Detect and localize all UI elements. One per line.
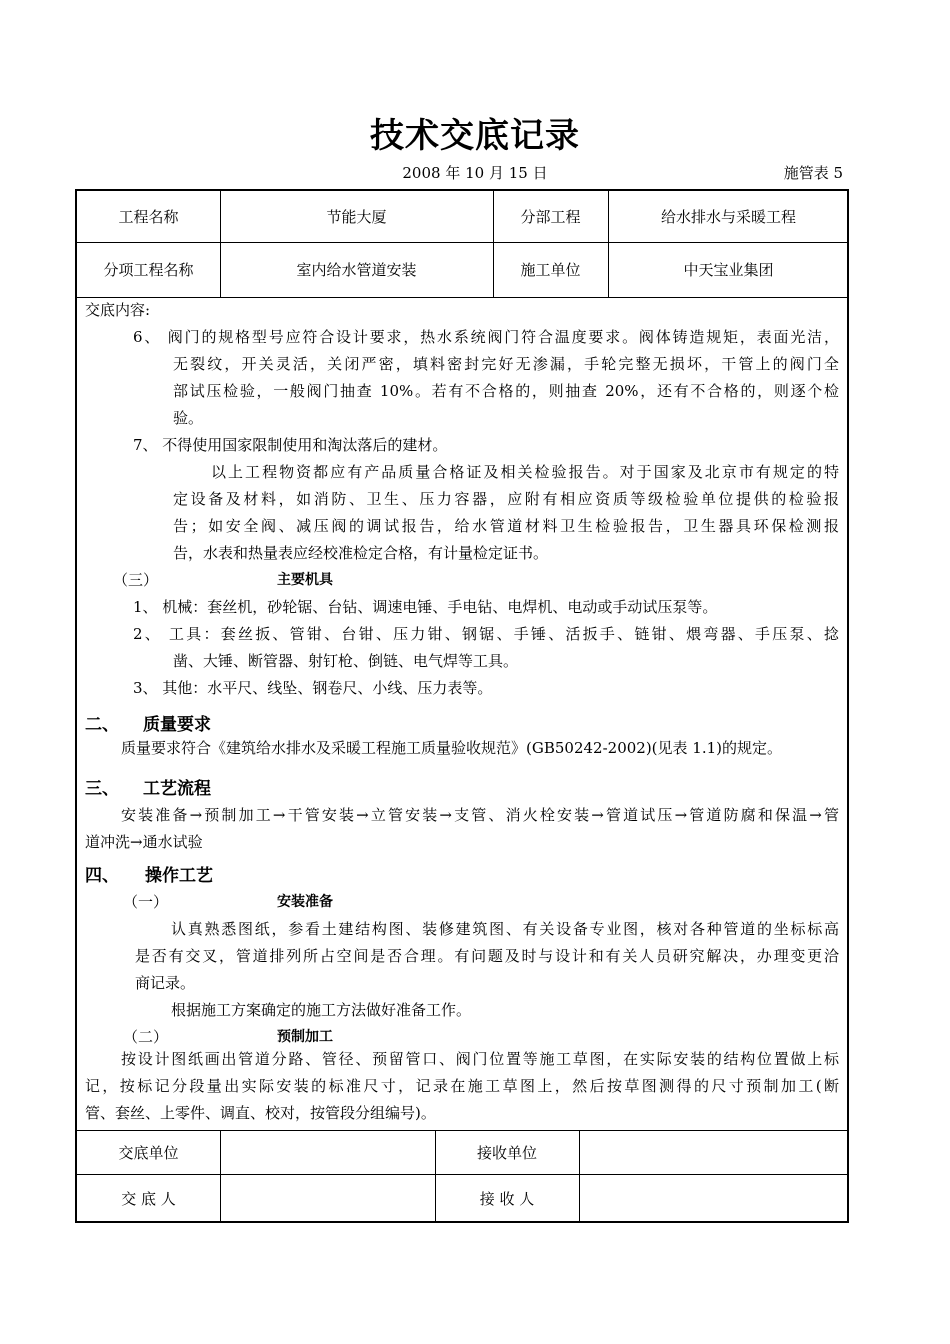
divider <box>77 297 847 298</box>
quality-section-title: 质量要求 <box>143 715 211 735</box>
item-6-line-4: 验。 <box>173 409 204 427</box>
operation-section-number: 四、 <box>85 866 119 886</box>
prep-text-line-2: 是否有交叉，管道排列所占空间是否合理。有问题及时与设计和有关人员研究解决，办理变更洽 <box>135 947 839 965</box>
cert-para-line-2: 定设备及材料，如消防、卫生、压力容器，应附有相应资质等级检验单位提供的检验报 <box>173 490 839 508</box>
project-name-value: 节能大厦 <box>326 208 387 226</box>
receiver-unit-field[interactable] <box>579 1130 849 1174</box>
quality-section-number: 二、 <box>85 715 119 735</box>
prep-text-line-1: 认真熟悉图纸，参看土建结构图、装修建筑图、有关设备专业图，核对各种管道的坐标标高 <box>171 920 839 938</box>
prep-number: （一） <box>123 893 169 911</box>
quality-text: 质量要求符合《建筑给水排水及采暖工程施工质量验收规范》(GB50242-2002)(见表 1.1)的规定。 <box>121 739 782 757</box>
prep-text-line-3: 商记录。 <box>135 974 196 992</box>
prefab-text-line-1: 按设计图纸画出管道分路、管径、预留管口、阀门位置等施工草图，在实际安装的结构位置做上标 <box>121 1050 839 1068</box>
prefab-title: 预制加工 <box>277 1029 333 1045</box>
prep-title: 安装准备 <box>277 894 333 910</box>
issuer-unit-label: 交底单位 <box>118 1143 179 1162</box>
flow-section-title: 工艺流程 <box>143 779 211 799</box>
receiver-field[interactable] <box>579 1174 849 1223</box>
prefab-text-line-3: 管、套丝、上零件、调直、校对，按管段分组编号)。 <box>85 1104 436 1122</box>
tools-line-2: 2、 工具：套丝扳、管钳、台钳、压力钳、钢锯、手锤、活扳手、链钳、煨弯器、手压泵、捻 <box>133 625 839 643</box>
flow-text-line-1: 安装准备→预制加工→干管安装→立管安装→支管、消火栓安装→管道试压→管道防腐和保温→管 <box>121 806 839 824</box>
subitem-value: 室内给水管道安装 <box>296 261 417 279</box>
document-date: 2008 年 10 月 15 日 <box>402 164 548 182</box>
form-number: 施管表 5 <box>783 164 843 182</box>
project-name-label: 工程名称 <box>118 208 179 226</box>
item-6-line-2: 无裂纹，开关灵活，关闭严密，填料密封完好无渗漏，手轮完整无损坏，干管上的阀门全 <box>173 355 839 373</box>
item-6-line-3: 部试压检验，一般阀门抽查 10%。若有不合格的，则抽查 20%，还有不合格的，则逐个检 <box>173 382 839 400</box>
cert-para-line-4: 告，水表和热量表应经校准检定合格，有计量检定证书。 <box>173 544 549 562</box>
section-3-title: 主要机具 <box>277 572 333 588</box>
prefab-number: （二） <box>123 1028 169 1046</box>
flow-text-line-2: 道冲洗→通水试验 <box>85 833 203 851</box>
operation-section-title: 操作工艺 <box>145 866 213 886</box>
cert-para-line-3: 告；如安全阀、减压阀的调试报告，给水管道材料卫生检验报告，卫生器具环保检测报 <box>173 517 839 535</box>
flow-section-number: 三、 <box>85 779 119 799</box>
tools-line-1: 1、 机械：套丝机，砂轮锯、台钻、调速电锤、手电钻、电焊机、电动或手动试压泵等。 <box>133 598 718 616</box>
section-3-number: （三） <box>113 571 159 589</box>
record-form <box>75 189 849 1223</box>
division-value: 给水排水与采暖工程 <box>660 208 796 226</box>
cert-para-line-1: 以上工程物资都应有产品质量合格证及相关检验报告。对于国家及北京市有规定的特 <box>211 463 839 481</box>
contractor-value: 中天宝业集团 <box>683 261 774 279</box>
subitem-label: 分项工程名称 <box>103 261 194 279</box>
receiver-unit-label: 接收单位 <box>476 1143 537 1162</box>
issuer-field[interactable] <box>220 1174 435 1223</box>
issuer-unit-field[interactable] <box>220 1130 435 1174</box>
content-intro: 交底内容: <box>85 301 151 319</box>
disclosure-content <box>85 299 839 1127</box>
receiver-label: 接 收 人 <box>479 1190 535 1208</box>
issuer-label: 交 底 人 <box>121 1190 176 1208</box>
item-7: 7、 不得使用国家限制使用和淘汰落后的建材。 <box>133 436 448 454</box>
contractor-label: 施工单位 <box>520 261 581 279</box>
division-label: 分部工程 <box>520 208 581 226</box>
tools-line-4: 3、 其他：水平尺、线坠、钢卷尺、小线、压力表等。 <box>133 679 493 697</box>
document-title: 技术交底记录 <box>370 116 580 156</box>
item-6-line-1: 6、 阀门的规格型号应符合设计要求，热水系统阀门符合温度要求。阀体铸造规矩，表面光洁， <box>133 328 839 346</box>
prefab-text-line-2: 记，按标记分段量出实际安装的标准尺寸，记录在施工草图上，然后按草图测得的尺寸预制加工(断 <box>85 1077 839 1095</box>
tools-line-3: 凿、大锤、断管器、射钉枪、倒链、电气焊等工具。 <box>173 652 519 670</box>
prep-text-2: 根据施工方案确定的施工方法做好准备工作。 <box>171 1001 472 1019</box>
